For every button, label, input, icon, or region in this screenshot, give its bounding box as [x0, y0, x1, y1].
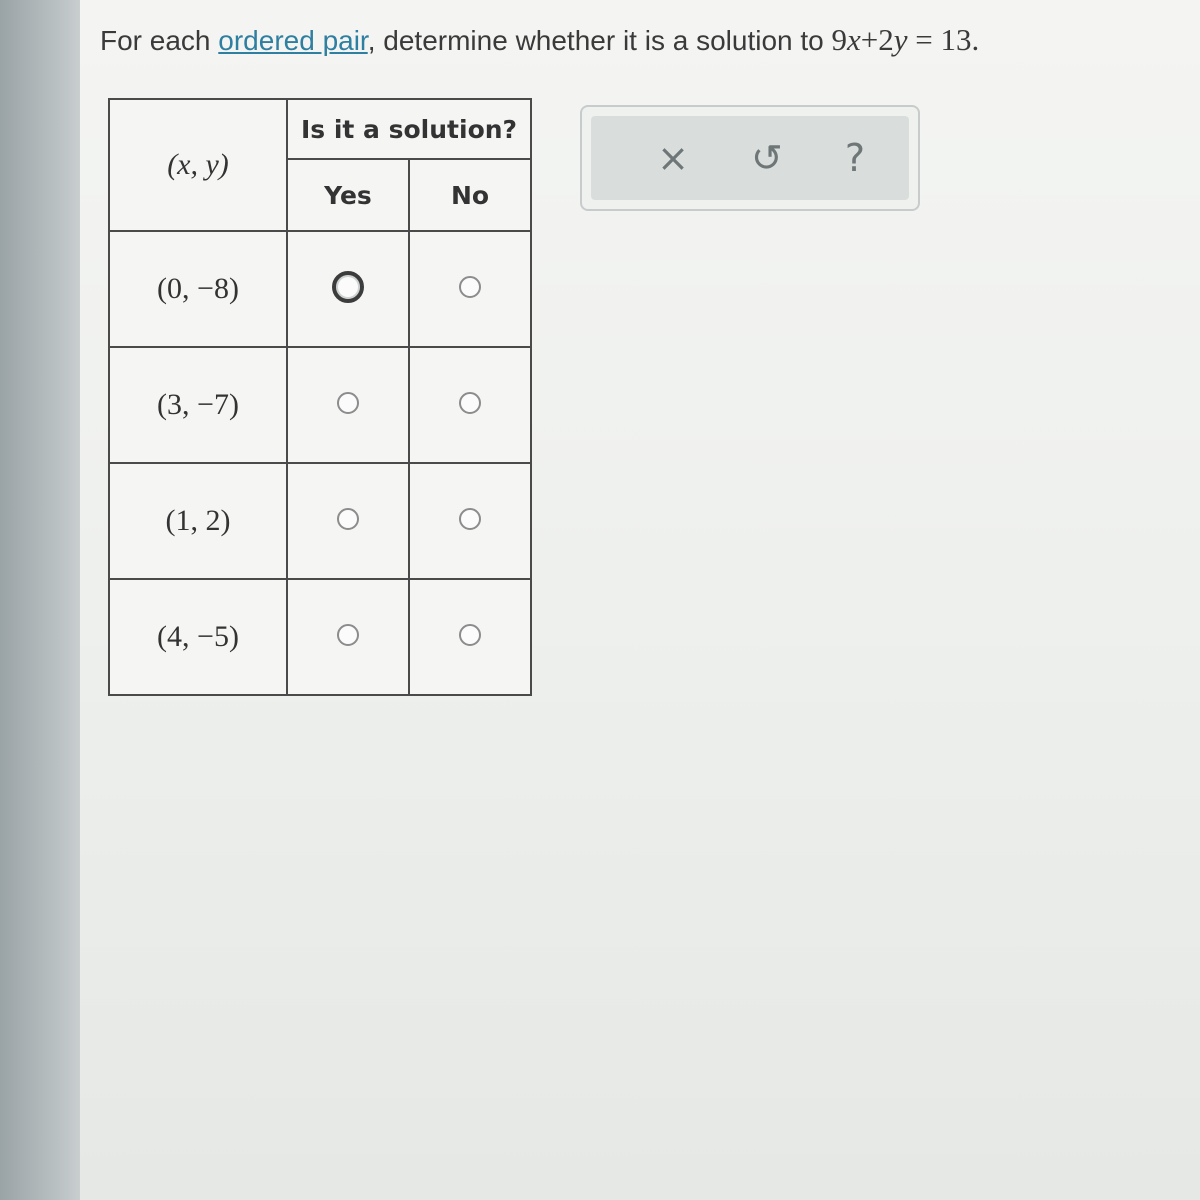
pair-cell [109, 347, 287, 463]
no-radio[interactable] [459, 508, 481, 530]
table-row [109, 347, 531, 463]
equation-x-var: x [847, 22, 861, 57]
equation-y-coeff: 2 [878, 22, 894, 57]
help-icon[interactable]: ? [844, 136, 865, 180]
toolbar-buttons [591, 116, 909, 200]
yes-cell [287, 231, 409, 347]
table-row [109, 231, 531, 347]
pair-cell [109, 579, 287, 695]
close-icon[interactable]: × [657, 136, 689, 180]
answer-toolbar [580, 105, 920, 211]
no-cell [409, 463, 531, 579]
solution-table [108, 98, 532, 696]
no-cell [409, 347, 531, 463]
yes-cell [287, 579, 409, 695]
pair-cell [109, 463, 287, 579]
pair-header-cell [109, 99, 287, 231]
pair-value: (4, −5) [157, 620, 239, 653]
equation-y-var: y [893, 22, 908, 57]
yes-radio[interactable] [332, 271, 364, 303]
yes-radio[interactable] [337, 392, 359, 414]
prompt-text-middle: , determine whether it is a solution to [367, 25, 832, 56]
yes-radio[interactable] [337, 508, 359, 530]
yes-cell [287, 347, 409, 463]
yes-radio[interactable] [337, 624, 359, 646]
ordered-pair-link[interactable]: ordered pair [218, 25, 368, 56]
equation-plus: + [860, 22, 879, 57]
pair-value: (1, 2) [165, 504, 231, 537]
pair-cell [109, 231, 287, 347]
no-radio[interactable] [459, 276, 481, 298]
no-radio[interactable] [459, 392, 481, 414]
no-radio[interactable] [459, 624, 481, 646]
table-row [109, 579, 531, 695]
table-row [109, 463, 531, 579]
yes-cell [287, 463, 409, 579]
equation [832, 22, 980, 57]
no-cell [409, 579, 531, 695]
equation-rhs: = 13. [907, 22, 980, 57]
pair-value: (3, −7) [157, 388, 239, 421]
yes-column-header: Yes [287, 159, 409, 231]
no-cell [409, 231, 531, 347]
equation-x-coeff: 9 [831, 22, 848, 57]
solution-group-header: Is it a solution? [287, 99, 531, 159]
undo-icon[interactable]: ↺ [750, 136, 783, 180]
pair-value: (0, −8) [157, 272, 239, 305]
no-column-header: No [409, 159, 531, 231]
prompt-text-start: For each [100, 25, 219, 56]
sidebar-edge [0, 0, 80, 1200]
question-prompt [100, 22, 979, 58]
pair-header: (x, y) [167, 148, 229, 181]
